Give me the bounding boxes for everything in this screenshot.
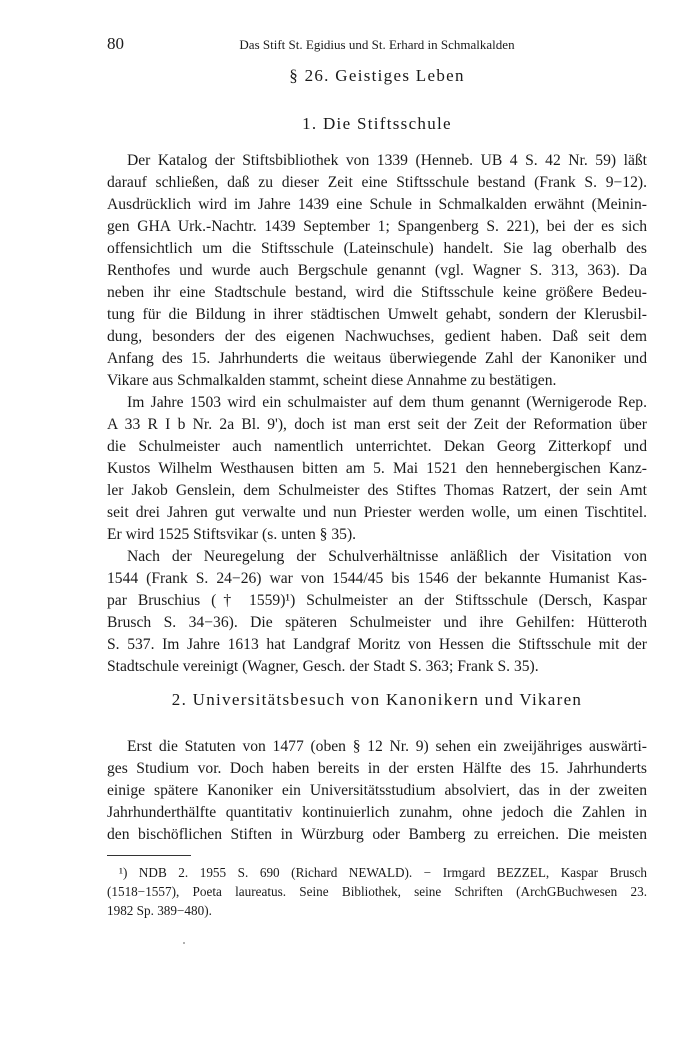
text-line: Renthofes und wurde auch Bergschule genannt (vgl. Wagner S. 313, 363). Da <box>107 262 647 279</box>
paragraph-katalog <box>107 150 647 678</box>
text-line: Ausdrücklich wird im Jahre 1439 eine Schule in Schmalkalden erwähnt (Meinin- <box>107 196 647 213</box>
text-line: tung für die Bildung in ihrer städtischen Umwelt gehabt, sondern der Klerusbil- <box>107 306 647 323</box>
text-line: A 33 R I b Nr. 2a Bl. 9'), doch ist man erst seit der Zeit der Reformation über <box>107 416 647 433</box>
text-line: Stadtschule vereinigt (Wagner, Gesch. der Stadt S. 363; Frank S. 35). <box>107 658 539 675</box>
running-head: Das Stift St. Egidius und St. Erhard in Schmalkalden <box>239 37 515 52</box>
text-line: ler Jakob Genslein, dem Schulmeister des Stiftes Thomas Ratzert, der sein Amt <box>107 482 647 499</box>
text-line: die Schulmeister auch namentlich unterrichtet. Dekan Georg Zitterkopf und <box>107 438 647 455</box>
text-line: Brusch S. 34−36). Die späteren Schulmeister und ihre Gehilfen: Hütteroth <box>107 614 647 631</box>
text-line: par Bruschius († 1559)¹) Schulmeister an der Stiftsschule (Dersch, Kaspar <box>107 592 647 609</box>
text-line: Erst die Statuten von 1477 (oben § 12 Nr. 9) sehen ein zweijähriges auswärti- <box>127 738 647 755</box>
print-speck <box>183 942 185 944</box>
text-line: offensichtlich um die Stiftsschule (Lateinschule) handelt. Sie lag oberhalb des <box>107 240 647 257</box>
text-line: Vikare aus Schmalkalden stammt, scheint diese Annahme zu bestätigen. <box>107 372 557 389</box>
text-line: Nach der Neuregelung der Schulverhältnisse anläßlich der Visitation von <box>127 548 647 565</box>
text-line: Der Katalog der Stiftsbibliothek von 1339 (Henneb. UB 4 S. 42 Nr. 59) läßt <box>127 152 647 169</box>
text-line: S. 537. Im Jahre 1613 hat Landgraf Moritz von Hessen die Stiftsschule mit der <box>107 636 647 653</box>
footnote-line: 1982 Sp. 389−480). <box>107 903 212 918</box>
text-line: Im Jahre 1503 wird ein schulmaister auf dem thum genannt (Wernigerode Rep. <box>127 394 647 411</box>
section-title: § 26. Geistiges Leben <box>289 66 465 85</box>
text-line: darauf schließen, daß zu dieser Zeit eine Stiftsschule bestand (Frank S. 9−12). <box>107 174 647 191</box>
text-line: neben ihr eine Stadtschule bestand, wird die Stiftsschule keine größere Bedeu- <box>107 284 647 301</box>
text-line: ges Studium vor. Doch haben bereits in der ersten Hälfte des 15. Jahrhunderts <box>107 760 647 777</box>
text-line: einige spätere Kanoniker ein Universitätsstudium absolviert, das in der zweiten <box>107 782 647 799</box>
text-line: Er wird 1525 Stiftsvikar (s. unten § 35). <box>107 526 357 543</box>
paragraph-universitaetsbesuch <box>107 736 647 846</box>
text-line: seit drei Jahren gut verwalte und nun Priester werden wolle, um einen Tischtitel. <box>107 504 647 521</box>
text-line: Anfang des 15. Jahrhunderts die weitaus überwiegende Zahl der Kanoniker und <box>107 350 647 367</box>
text-line: Kustos Wilhelm Westhausen bitten am 5. Mai 1521 den hennebergischen Kanz- <box>107 460 647 477</box>
footnote <box>107 863 647 920</box>
subsection-title-stiftsschule: 1. Die Stiftsschule <box>302 114 452 133</box>
text-line: den bischöflichen Stiften in Würzburg oder Bamberg zu erreichen. Die meisten <box>107 826 647 843</box>
footnote-line: (1518−1557), Poeta laureatus. Seine Bibliothek, seine Schriften (ArchGBuchwesen 23. <box>107 884 647 899</box>
text-line: gen GHA Urk.-Nachtr. 1439 September 1; Spangenberg S. 221), bei der es sich <box>107 218 647 235</box>
text-line: Jahrhunderthälfte quantitativ kontinuierlich zunahm, ohne jedoch die Zahlen in <box>107 804 647 821</box>
page-header <box>107 34 647 56</box>
footnote-line: ¹) NDB 2. 1955 S. 690 (Richard NEWALD). − Irmgard BEZZEL, Kaspar Brusch <box>119 865 647 880</box>
subsection-title-universitaetsbesuch: 2. Universitätsbesuch von Kanonikern und Vikaren <box>171 690 583 709</box>
text-line: dung, besonders der des eigenen Nachwuchses, gedient haben. Daß seit dem <box>107 328 647 345</box>
text-line: 1544 (Frank S. 24−26) war von 1544/45 bis 1546 der bekannte Humanist Kas- <box>107 570 647 587</box>
page-number: 80 <box>107 34 124 53</box>
footnote-rule <box>107 855 191 856</box>
